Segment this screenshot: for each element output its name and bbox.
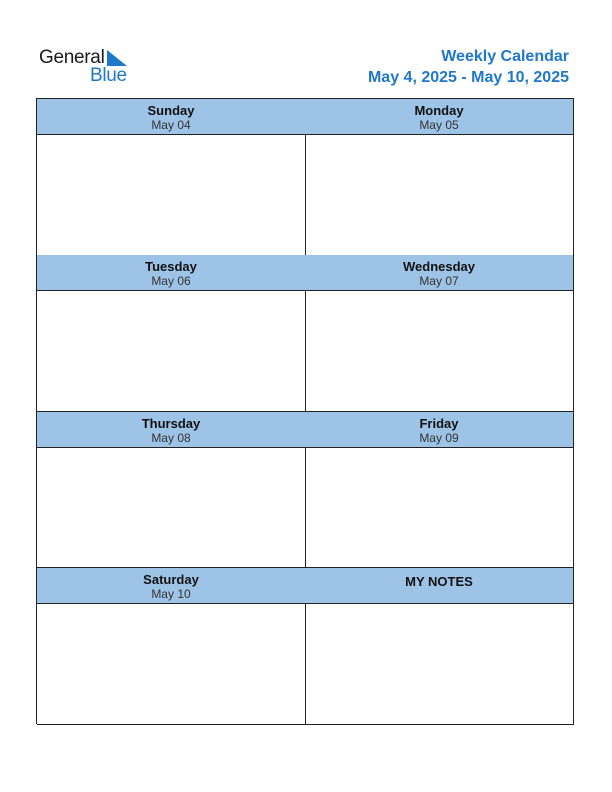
page-title: Weekly Calendar	[441, 48, 569, 65]
day-cell-saturday[interactable]	[37, 568, 306, 725]
day-cell-friday[interactable]	[305, 412, 574, 569]
day-date: May 08	[151, 430, 191, 445]
day-date: May 07	[419, 274, 459, 288]
notes-label: MY NOTES	[405, 574, 473, 589]
logo-word-blue: Blue	[90, 65, 127, 86]
day-name: Saturday	[143, 572, 199, 587]
day-cell-tuesday[interactable]	[37, 255, 306, 412]
day-name: Wednesday	[402, 259, 475, 274]
day-date: May 05	[419, 118, 459, 132]
day-name: Sunday	[147, 103, 195, 118]
page-header	[368, 47, 569, 89]
day-header	[37, 255, 305, 291]
day-cell-wednesday[interactable]	[305, 255, 574, 412]
day-name: Monday	[414, 103, 464, 118]
logo-word-general: General	[39, 47, 105, 68]
notes-header	[305, 568, 573, 604]
day-header	[305, 99, 573, 135]
day-cell-thursday[interactable]	[37, 412, 306, 569]
day-name: Tuesday	[145, 259, 197, 274]
day-header	[305, 255, 573, 291]
notes-cell[interactable]	[305, 568, 574, 725]
day-date: May 09	[419, 430, 459, 445]
day-name: Thursday	[141, 415, 201, 431]
day-name: Friday	[419, 415, 459, 431]
day-date: May 10	[151, 587, 191, 601]
logo-triangle-icon	[107, 50, 127, 66]
calendar-grid	[36, 98, 574, 724]
day-header	[305, 412, 573, 448]
day-header	[37, 568, 305, 604]
day-header	[37, 99, 305, 135]
day-date: May 04	[151, 118, 191, 132]
day-cell-sunday[interactable]	[37, 99, 306, 256]
day-header	[37, 412, 305, 448]
date-range: May 4, 2025 - May 10, 2025	[367, 69, 569, 86]
logo	[39, 47, 139, 87]
day-date: May 06	[151, 274, 191, 288]
day-cell-monday[interactable]	[305, 99, 574, 256]
